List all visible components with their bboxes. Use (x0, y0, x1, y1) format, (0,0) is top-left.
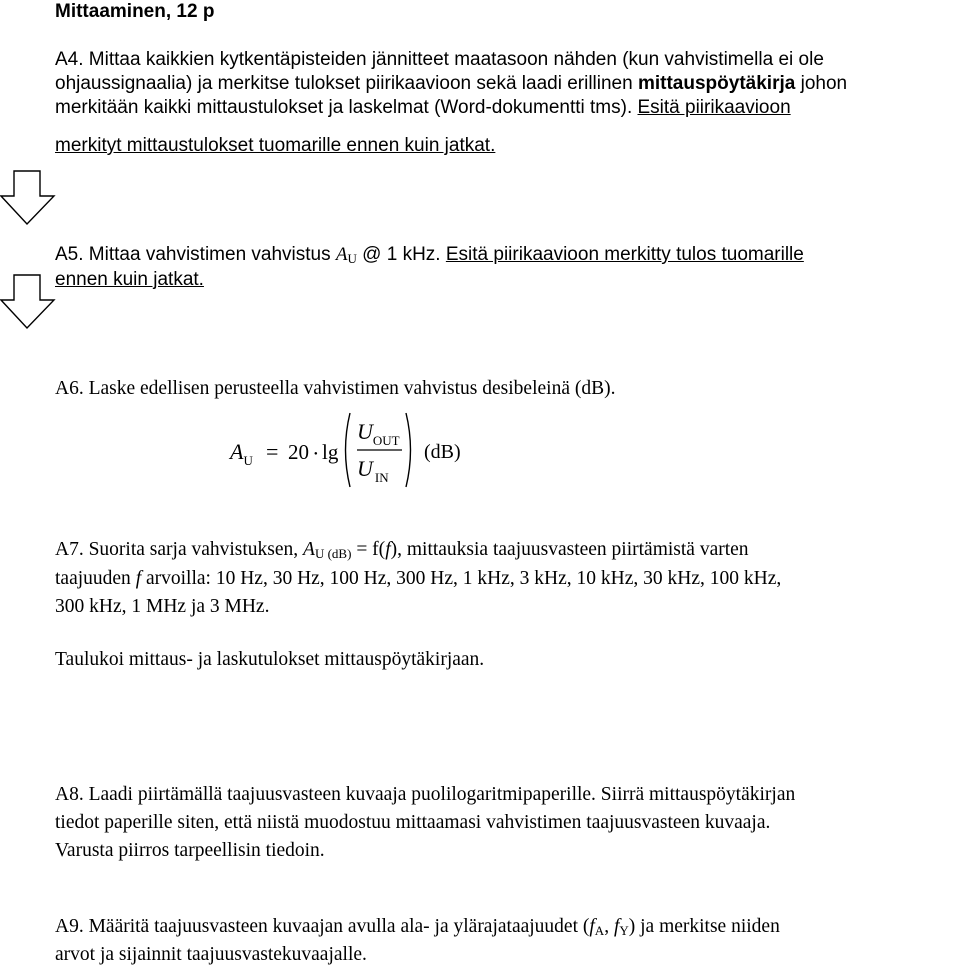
a7-line-2 (55, 567, 781, 591)
formula-func: lg (322, 440, 339, 464)
a8-line-1: A8. Laadi piirtämällä taajuusvasteen kuvaaja puolilogaritmipaperille. Siirrä mittauspöytäkirjan (55, 784, 796, 805)
down-arrow-icon (0, 274, 56, 330)
a5-var: A (335, 244, 348, 265)
a4-line-3-text: merkitään kaikki mittaustulokset ja laskelmat (Word-dokumentti tms). (55, 97, 638, 118)
formula-coef: 20 (288, 440, 309, 464)
a9-text-1a: A9. Määritä taajuusvasteen kuvaajan avulla ala- ja ylärajataajuudet ( (55, 916, 590, 937)
a4-line-3 (55, 96, 791, 120)
a7-text-1c: ), mittauksia taajuusvasteen piirtämistä varten (390, 539, 749, 560)
formula-eq: = (266, 439, 279, 464)
a9-sep: , (604, 916, 614, 937)
a9-fa-sub: A (594, 923, 605, 938)
a4-line-2 (55, 72, 847, 96)
a7-line-1 (55, 538, 749, 562)
a6-text: A6. Laske edellisen perusteella vahvistimen vahvistus desibeleinä (dB). (55, 378, 616, 399)
a8-line-3: Varusta piirros tarpeellisin tiedoin. (55, 840, 325, 861)
formula-den-sub: IN (374, 470, 389, 485)
a8-line-2: tiedot paperille siten, että niistä muodostuu mittaamasi vahvistimen taajuusvasteen kuvaaja. (55, 812, 771, 833)
a5-line-1 (55, 243, 804, 267)
a5-underlined-1: Esitä piirikaavioon merkitty tulos tuomarille (445, 244, 804, 265)
a9-text-1b: ) ja merkitse niiden (628, 916, 780, 937)
a9-fy-var: f (613, 916, 620, 937)
a5-line-2 (55, 268, 204, 292)
a7-text-2a: taajuuden (55, 568, 136, 589)
a4-line-2-text: ohjaussignaalia) ja merkitse tulokset piirikaavioon sekä laadi erillinen (55, 73, 638, 94)
a4-line-2-end: johon (795, 73, 848, 94)
formula-den-var: U (357, 456, 373, 481)
a4-line-4-underlined: merkityt mittaustulokset tuomarille ennen kuin jatkat. (55, 135, 496, 156)
a9-fa-var: f (589, 916, 595, 937)
a4-line-4 (55, 134, 495, 158)
page-title: Mittaaminen, 12 p (55, 1, 215, 22)
formula-dot: ● (314, 451, 318, 457)
a7-sub: U (dB) (314, 546, 352, 561)
a5-middle: @ 1 kHz. (356, 244, 446, 265)
a9-line-2: arvot ja sijainnit taajuusvastekuvaajalle. (55, 944, 367, 965)
a9-fy-sub: Y (619, 923, 629, 938)
formula-lhs (230, 438, 253, 469)
formula-num-sub: OUT (372, 433, 400, 448)
down-arrow-icon (0, 170, 56, 226)
a4-line-1: A4. Mittaa kaikkien kytkentäpisteiden jännitteet maatasoon nähden (kun vahvistimella ei ole (55, 49, 824, 70)
a4-line-3-underlined: Esitä piirikaavioon (637, 97, 791, 118)
a5-underlined-2: ennen kuin jatkat. (55, 269, 204, 290)
a7-f-var: f (385, 539, 391, 560)
a7-f-var-2: f (135, 568, 142, 589)
a7-line-3: 300 kHz, 1 MHz ja 3 MHz. (55, 596, 270, 617)
a9-line-1 (55, 915, 780, 939)
a5-prefix: A5. Mittaa vahvistimen vahvistus (55, 244, 336, 265)
formula-num-var: U (357, 419, 373, 444)
formula-denominator (357, 455, 389, 486)
formula-lhs-var: A (230, 439, 244, 464)
formula-unit: (dB) (424, 441, 461, 463)
a7-text-1b: = f( (351, 539, 386, 560)
a7-text-1a: A7. Suorita sarja vahvistuksen, (55, 539, 304, 560)
a7-line-4: Taulukoi mittaus- ja laskutulokset mittauspöytäkirjaan. (55, 649, 485, 670)
a7-var: A (303, 539, 315, 560)
a5-sub: U (347, 251, 357, 266)
a7-text-2b: arvoilla: 10 Hz, 30 Hz, 100 Hz, 300 Hz, 1 kHz, 3 kHz, 10 kHz, 30 kHz, 100 kHz, (141, 568, 782, 589)
formula-lhs-sub: U (243, 453, 253, 468)
a4-keyword-bold: mittauspöytäkirja (637, 73, 796, 94)
formula-numerator (357, 418, 400, 449)
